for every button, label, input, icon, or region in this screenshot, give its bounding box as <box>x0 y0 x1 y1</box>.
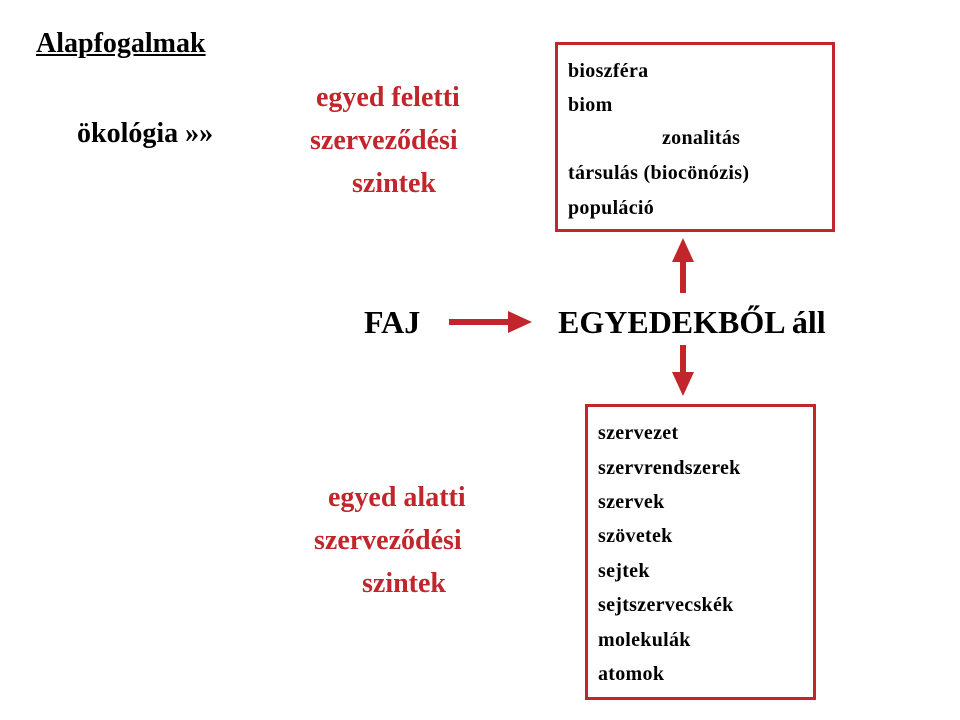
down-arrow <box>672 345 694 396</box>
level-item: populáció <box>568 197 655 219</box>
species-label: FAJ <box>364 304 421 340</box>
level-item: szervrendszerek <box>598 457 741 479</box>
above-label-line-3: szintek <box>352 168 436 199</box>
level-item: szövetek <box>598 525 673 547</box>
level-item: zonalitás <box>662 127 741 149</box>
level-item: bioszféra <box>568 60 649 82</box>
level-item: biom <box>568 94 613 116</box>
level-item: molekulák <box>598 629 691 651</box>
ecology-label: ökológia »» <box>77 118 214 149</box>
level-item: sejtszervecskék <box>598 594 734 616</box>
level-item: szervezet <box>598 422 679 444</box>
level-item: szervek <box>598 491 665 513</box>
right-arrow <box>449 311 532 333</box>
level-item: társulás (biocönózis) <box>568 162 750 184</box>
level-item: sejtek <box>598 560 650 582</box>
below-label-line-2: szerveződési <box>314 525 462 556</box>
below-label-line-1: egyed alatti <box>328 482 466 513</box>
above-label-line-2: szerveződési <box>310 125 458 156</box>
above-label-line-1: egyed feletti <box>316 82 460 113</box>
level-item: atomok <box>598 663 665 685</box>
below-label-line-3: szintek <box>362 568 446 599</box>
slide-title: Alapfogalmak <box>36 28 206 59</box>
up-arrow <box>672 238 694 293</box>
consists-of-label: EGYEDEKBŐL áll <box>558 304 826 340</box>
